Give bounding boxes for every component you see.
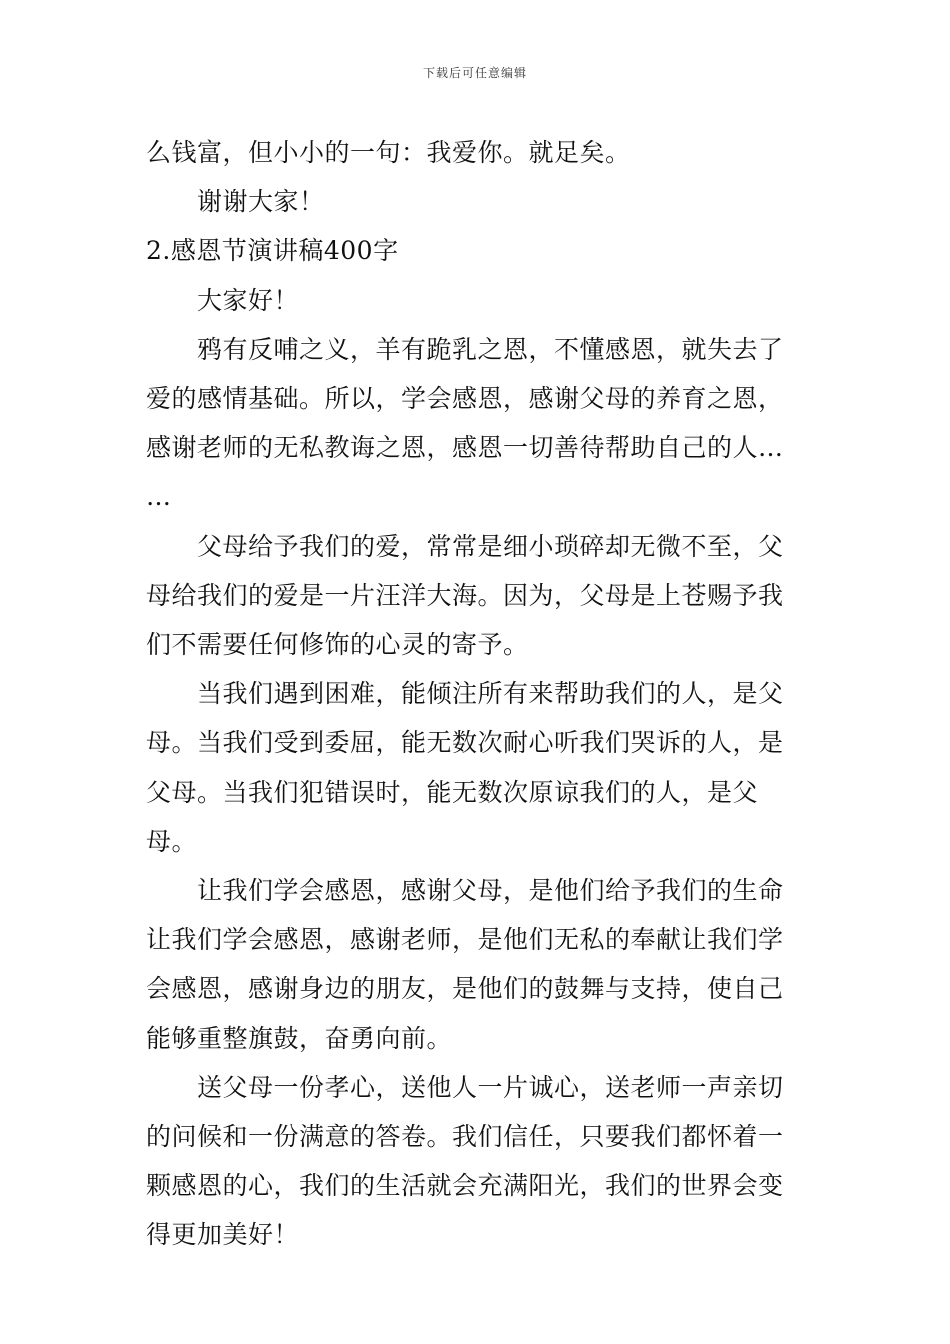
paragraph-greeting: 大家好！ <box>197 285 300 315</box>
paragraph-parents-help: 当我们遇到困难，能倾注所有来帮助我们的人，是父母。当我们受到委屈，能无数次耐心听我们哭诉的人，是父母。当我们犯错误时，能无数次原谅我们的人，是父母。 <box>146 679 784 856</box>
section-heading: 2.感恩节演讲稿400字 <box>146 236 399 266</box>
paragraph-parents-love: 父母给予我们的爱，常常是细小琐碎却无微不至，父母给我们的爱是一片汪洋大海。因为，父母是上苍赐予我们不需要任何修饰的心灵的寄予。 <box>146 531 784 660</box>
paragraph-gratitude-intro: 鸦有反哺之义，羊有跪乳之恩，不懂感恩，就失去了爱的感情基础。所以，学会感恩，感谢父母的养育之恩，感谢老师的无私教诲之恩，感恩一切善待帮助自己的人… <box>146 334 784 463</box>
paragraph-ellipsis-tail: … <box>146 482 172 512</box>
paragraph-closing: 送父母一份孝心，送他人一片诚心，送老师一声亲切的问候和一份满意的答卷。我们信任，只要我们都怀着一颗感恩的心，我们的生活就会充满阳光，我们的世界会变得更加美好！ <box>146 1072 784 1250</box>
document-body <box>146 128 808 1260</box>
paragraph-learn-gratitude: 让我们学会感恩，感谢父母，是他们给予我们的生命让我们学会感恩，感谢老师，是他们无私的奉献让我们学会感恩，感谢身边的朋友，是他们的鼓舞与支持，使自己能够重整旗鼓，奋勇向前。 <box>146 876 784 1053</box>
paragraph-continuation: 么钱富，但小小的一句：我爱你。就足矣。 <box>146 138 631 167</box>
paragraph-thanks: 谢谢大家！ <box>197 187 325 217</box>
page-header: 下载后可任意编辑 <box>422 66 527 80</box>
